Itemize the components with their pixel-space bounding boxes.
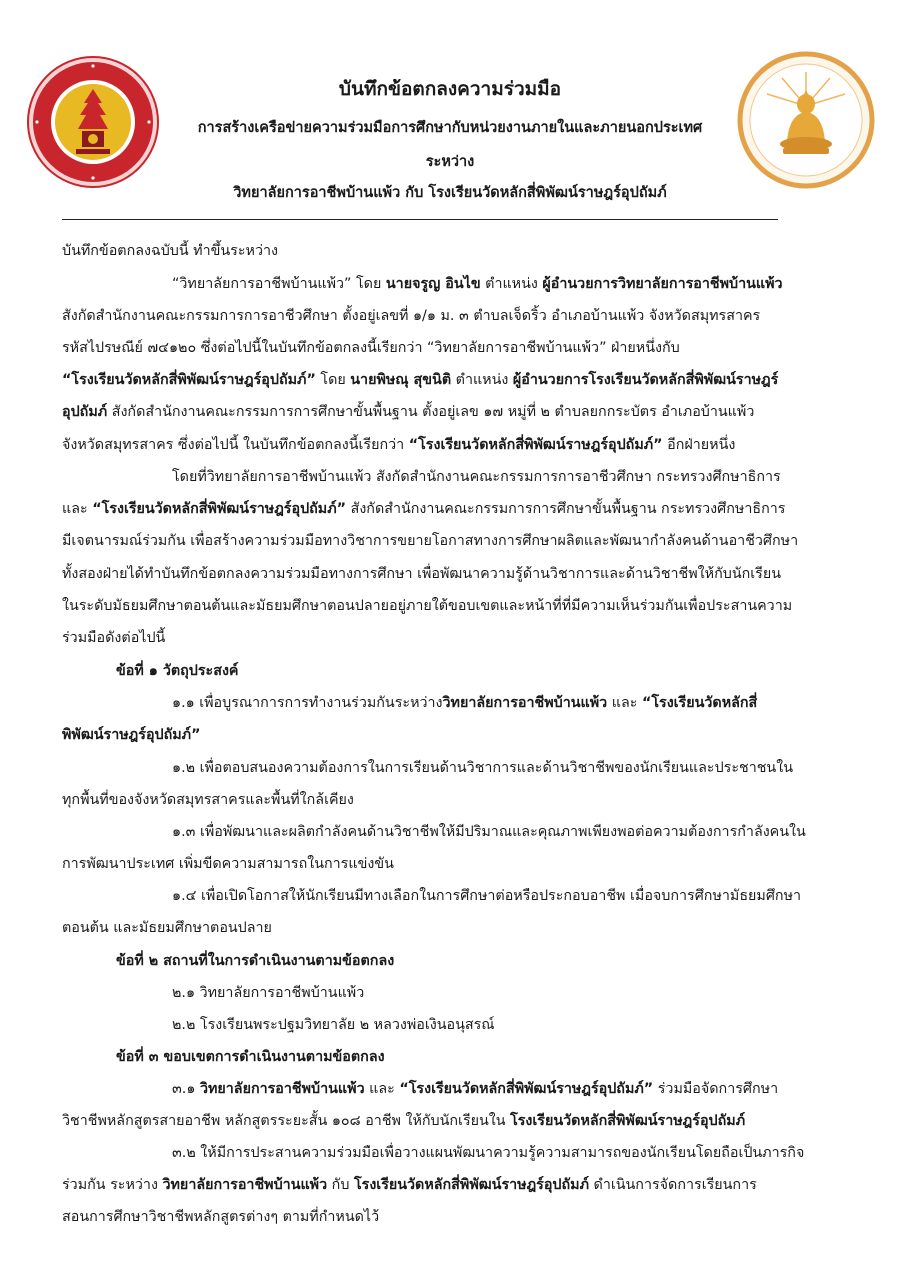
text: และ xyxy=(62,501,93,517)
body-line xyxy=(116,951,394,971)
body-line xyxy=(172,1079,778,1099)
text: สอนการศึกษาวิชาชีพหลักสูตรต่างๆ ตามที่กำหนดไว้ xyxy=(62,1209,380,1225)
text: ๑.๓ เพื่อพัฒนาและผลิตกำลังคนด้านวิชาชีพให้มีปริมาณและคุณภาพเพียงพอต่อความต้องการกำลังคนใน xyxy=(172,824,806,840)
text: ๒.๒ โรงเรียนพระปฐมวิทยาลัย ๒ หลวงพ่อเงินอนุสรณ์ xyxy=(172,1017,495,1033)
bold-text: ผู้อำนวยการโรงเรียนวัดหลักสี่พิพัฒน์ราษฎร์ xyxy=(512,372,779,388)
text: กับ xyxy=(327,1177,354,1193)
text: “วิทยาลัยการอาชีพบ้านแพ้ว” โดย xyxy=(172,276,386,292)
text: มีเจตนารมณ์ร่วมกัน เพื่อสร้างความร่วมมือทางวิชาการขยายโอกาสทางการศึกษาผลิตและพัฒนากำลังคนด้านอาชีวศึกษา xyxy=(62,533,799,549)
body-line xyxy=(62,596,792,616)
body-line xyxy=(62,1207,379,1227)
document-parties: วิทยาลัยการอาชีพบ้านแพ้ว กับ โรงเรียนวัดหลักสี่พิพัฒน์ราษฎร์อุปถัมภ์ xyxy=(233,185,667,201)
text: ในระดับมัธยมศึกษาตอนต้นและมัธยมศึกษาตอนปลายอยู่ภายใต้ขอบเขตและหน้าที่ที่มีความเห็นร่วมกันเพื่อประสานความ xyxy=(62,598,793,614)
body-line xyxy=(62,1111,745,1131)
body-line xyxy=(172,1015,495,1035)
bold-text: วิทยาลัยการอาชีพบ้านแพ้ว xyxy=(442,695,608,711)
body-line xyxy=(172,693,757,713)
text: และ xyxy=(607,695,642,711)
bold-text: โรงเรียนวัดหลักสี่พิพัฒน์ราษฎร์อุปถัมภ์ xyxy=(353,1177,590,1193)
body-line xyxy=(62,241,278,261)
bold-text: “โรงเรียนวัดหลักสี่ xyxy=(641,695,758,711)
bold-text: “โรงเรียนวัดหลักสี่พิพัฒน์ราษฎร์อุปถัมภ์” xyxy=(408,437,663,453)
bold-text: “โรงเรียนวัดหลักสี่พิพัฒน์ราษฎร์อุปถัมภ์” xyxy=(399,1081,654,1097)
text: ตำแหน่ง xyxy=(451,372,513,388)
body-line xyxy=(62,725,201,745)
bold-text: ผู้อำนวยการวิทยาลัยการอาชีพบ้านแพ้ว xyxy=(542,276,783,292)
header-divider xyxy=(62,219,778,220)
body-line xyxy=(172,886,801,906)
body-line xyxy=(62,531,798,551)
text: สังกัดสำนักงานคณะกรรมการการอาชีวศึกษา ตั้งอยู่เลขที่ ๑/๑ ม. ๓ ตำบลเจ็ดริ้ว อำเภอบ้านแพ้ว จังหวัดสมุทรสาคร xyxy=(62,308,761,324)
bold-text: วิทยาลัยการอาชีพบ้านแพ้ว xyxy=(162,1177,328,1193)
body-line xyxy=(62,854,394,874)
body-line xyxy=(172,758,793,778)
body-line xyxy=(62,370,778,390)
text: ตอนต้น และมัธยมศึกษาตอนปลาย xyxy=(62,920,272,936)
body-line xyxy=(62,918,272,938)
text: ทุกพื้นที่ของจังหวัดสมุทรสาครและพื้นที่ใกล้เคียง xyxy=(62,792,354,808)
text: ๑.๒ เพื่อตอบสนองความต้องการในการเรียนด้านวิชาการและด้านวิชาชีพของนักเรียนและประชาชนใน xyxy=(172,760,793,776)
bold-text: อุปถัมภ์ xyxy=(62,404,108,420)
text: และ xyxy=(364,1081,400,1097)
text: อีกฝ่ายหนึ่ง xyxy=(662,437,736,453)
document-subtitle: การสร้างเครือข่ายความร่วมมือการศึกษากับหน่วยงานภายในและภายนอกประเทศ xyxy=(197,120,703,136)
body-line xyxy=(172,822,806,842)
vocational-education-emblem-icon xyxy=(26,55,160,189)
body-line xyxy=(62,564,781,584)
body-line xyxy=(62,499,785,519)
body-line xyxy=(62,338,680,358)
body-line xyxy=(116,661,239,681)
text: ร่วมมือจัดการศึกษา xyxy=(653,1081,779,1097)
body-line xyxy=(62,1175,757,1195)
text: ร่วมมือดังต่อไปนี้ xyxy=(62,630,166,646)
bold-text: วิทยาลัยการอาชีพบ้านแพ้ว xyxy=(199,1081,365,1097)
text: ตำแหน่ง xyxy=(480,276,543,292)
text: โดย xyxy=(315,372,351,388)
text: ๑.๑ เพื่อบูรณาการการทำงานร่วมกันระหว่าง xyxy=(172,695,443,711)
bold-text: โรงเรียนวัดหลักสี่พิพัฒน์ราษฎร์อุปถัมภ์ xyxy=(510,1113,746,1129)
text: บันทึกข้อตกลงฉบับนี้ ทำขึ้นระหว่าง xyxy=(62,243,278,259)
text: ดำเนินการจัดการเรียนการ xyxy=(589,1177,757,1193)
body-line xyxy=(172,467,781,487)
text: จังหวัดสมุทรสาคร ซึ่งต่อไปนี้ ในบันทึกข้อตกลงนี้เรียกว่า xyxy=(62,437,409,453)
text: ทั้งสองฝ่ายได้ทำบันทึกข้อตกลงความร่วมมือทางการศึกษา เพื่อพัฒนาความรู้ด้านวิชาการและด้านวิชาชีพให้กับนักเรียน xyxy=(62,566,781,582)
body-line xyxy=(116,1047,385,1067)
bold-text: นายจรูญ อินไข xyxy=(385,276,481,292)
text: ร่วมกัน ระหว่าง xyxy=(62,1177,163,1193)
text: สังกัดสำนักงานคณะกรรมการการศึกษาขั้นพื้นฐาน กระทรวงศึกษาธิการ xyxy=(346,501,786,517)
text: สังกัดสำนักงานคณะกรรมการการศึกษาขั้นพื้นฐาน ตั้งอยู่เลข ๑๗ หมู่ที่ ๒ ตำบลยกกระบัตร อำเภอบ้านแพ้ว xyxy=(107,404,755,420)
body-line xyxy=(62,306,760,326)
text: ๑.๔ เพื่อเปิดโอกาสให้นักเรียนมีทางเลือกในการศึกษาต่อหรือประกอบอาชีพ เมื่อจบการศึกษามัธยมศึกษา xyxy=(172,888,802,904)
text: ๒.๑ วิทยาลัยการอาชีพบ้านแพ้ว xyxy=(172,985,365,1001)
body-line xyxy=(62,402,754,422)
text: วิชาชีพหลักสูตรสายอาชีพ หลักสูตรระยะสั้น ๑๐๘ อาชีพ ให้กับนักเรียนใน xyxy=(62,1113,511,1129)
body-line xyxy=(62,628,165,648)
text: การพัฒนาประเทศ เพิ่มขีดความสามารถในการแข่งขัน xyxy=(62,856,394,872)
body-line xyxy=(62,790,354,810)
bold-text: พิพัฒน์ราษฎร์อุปถัมภ์” xyxy=(62,727,201,743)
bold-text: ข้อที่ ๒ สถานที่ในการดำเนินงานตามข้อตกลง xyxy=(116,953,395,969)
text: ๓.๑ xyxy=(172,1081,200,1097)
body-line xyxy=(62,435,735,455)
text: โดยที่วิทยาลัยการอาชีพบ้านแพ้ว สังกัดสำนักงานคณะกรรมการการอาชีวศึกษา กระทรวงศึกษาธิการ xyxy=(172,469,781,485)
buddha-emblem-icon xyxy=(737,50,875,190)
document-between: ระหว่าง xyxy=(425,154,475,170)
bold-text: นายพิษณุ สุขนิติ xyxy=(350,372,452,388)
body-line xyxy=(172,983,364,1003)
bold-text: “โรงเรียนวัดหลักสี่พิพัฒน์ราษฎร์อุปถัมภ์” xyxy=(92,501,347,517)
body-line xyxy=(172,274,783,294)
bold-text: ข้อที่ ๓ ขอบเขตการดำเนินงานตามข้อตกลง xyxy=(116,1049,385,1065)
body-line xyxy=(172,1143,804,1163)
text: ๓.๒ ให้มีการประสานความร่วมมือเพื่อวางแผนพัฒนาความรู้ความสามารถของนักเรียนโดยถือเป็นภารกิจ xyxy=(172,1145,805,1161)
bold-text: “โรงเรียนวัดหลักสี่พิพัฒน์ราษฎร์อุปถัมภ์” xyxy=(62,372,316,388)
bold-text: ข้อที่ ๑ วัตถุประสงค์ xyxy=(116,663,239,679)
document-title: บันทึกข้อตกลงความร่วมมือ xyxy=(338,78,562,100)
text: รหัสไปรษณีย์ ๗๔๑๒๐ ซึ่งต่อไปนี้ในบันทึกข้อตกลงนี้เรียกว่า “วิทยาลัยการอาชีพบ้านแพ้ว” ฝ่ายหนึ่งกับ xyxy=(62,340,680,356)
